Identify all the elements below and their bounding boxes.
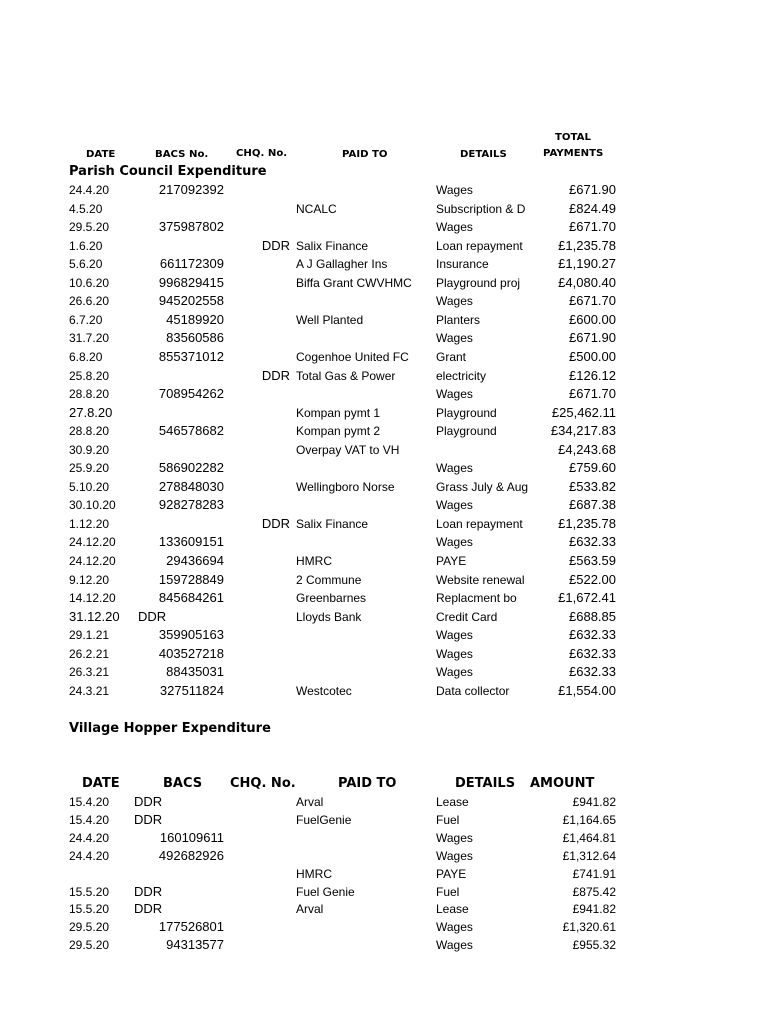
cell-amount: £126.12: [569, 367, 616, 383]
table-row: [0, 255, 770, 273]
cell-date: 5.10.20: [69, 479, 110, 494]
cell-paid-to: Overpay VAT to VH: [296, 442, 400, 457]
cell-amount: £1,164.65: [562, 812, 616, 827]
cell-amount: £632.33: [569, 627, 616, 643]
cell-bacs: 928278283: [158, 497, 224, 513]
cell-date: 24.12.20: [69, 554, 116, 568]
cell-bacs: DDR: [134, 794, 163, 809]
cell-details: Planters: [436, 312, 481, 327]
cell-amount: £563.59: [569, 553, 616, 568]
cell-paid-to: Lloyds Bank: [296, 609, 362, 624]
cell-amount: £600.00: [569, 311, 616, 327]
cell-paid-to: Kompan pymt 2: [296, 424, 381, 439]
cell-details: Subscription & D: [436, 201, 526, 216]
cell-paid-to: Kompan pymt 1: [296, 405, 381, 420]
cell-details: Wages: [436, 331, 473, 346]
cell-bacs: DDR: [134, 811, 163, 827]
cell-date: 29.1.21: [69, 628, 110, 643]
cell-date: 28.8.20: [69, 424, 110, 439]
table-row: [0, 200, 770, 218]
cell-paid-to: Fuel Genie: [296, 884, 355, 899]
table-row: [0, 348, 770, 366]
cell-details: electricity: [436, 368, 487, 383]
cell-paid-to: Biffa Grant CWVHMC: [296, 275, 412, 290]
cell-bacs: DDR: [138, 608, 167, 624]
cell-amount: £632.33: [569, 664, 616, 680]
table-row: [0, 589, 770, 607]
table-row: [0, 311, 770, 329]
table-row: [0, 274, 770, 292]
cell-bacs: 996829415: [158, 274, 224, 290]
table-row: [0, 441, 770, 459]
vh-header-paid-to: PAID TO: [338, 776, 397, 791]
table-row: [0, 663, 770, 681]
table-row: [0, 181, 770, 199]
cell-paid-to: Well Planted: [296, 312, 364, 327]
cell-date: 26.6.20: [69, 294, 110, 309]
table-row: [0, 478, 770, 496]
cell-date: 10.6.20: [69, 275, 110, 290]
cell-amount: £824.49: [569, 200, 616, 216]
cell-date: 9.12.20: [69, 572, 110, 587]
table-row: [0, 515, 770, 533]
pc-header-date: DATE: [86, 148, 116, 160]
cell-amount: £941.82: [572, 902, 616, 917]
cell-paid-to: FuelGenie: [296, 812, 352, 827]
cell-details: Playground proj: [436, 275, 521, 290]
table-row: [0, 292, 770, 310]
vh-header-bacs: BACS: [163, 776, 203, 791]
cell-amount: £671.90: [569, 330, 616, 346]
cell-amount: £1,235.78: [558, 515, 616, 531]
table-row: [0, 552, 770, 570]
cell-date: 26.2.21: [69, 646, 110, 661]
cell-bacs: 375987802: [158, 219, 224, 235]
cell-details: Wages: [436, 294, 473, 309]
cell-date: 6.8.20: [69, 349, 103, 364]
cell-date: 5.6.20: [69, 257, 103, 272]
cell-amount: £25,462.11: [551, 404, 616, 420]
vh-header-amount: AMOUNT: [530, 776, 595, 791]
cell-paid-to: NCALC: [296, 201, 337, 216]
cell-paid-to: A J Gallagher Ins: [296, 257, 388, 272]
cell-amount: £4,243.68: [558, 441, 616, 457]
table-row: [0, 422, 770, 440]
table-row: [0, 459, 770, 477]
table-row: [0, 218, 770, 236]
cell-date: 15.4.20: [69, 812, 110, 827]
cell-amount: £1,190.27: [558, 256, 616, 272]
cell-amount: £4,080.40: [558, 274, 616, 290]
cell-details: Loan repayment: [436, 238, 523, 253]
pc-header-paid-to: PAID TO: [342, 148, 388, 160]
cell-date: 29.5.20: [69, 220, 110, 235]
cell-paid-to: Arval: [296, 902, 324, 917]
cell-amount: £1,312.64: [562, 848, 616, 863]
cell-amount: £522.00: [569, 571, 616, 587]
cell-date: 26.3.21: [69, 665, 110, 680]
cell-paid-to: Total Gas & Power: [296, 368, 396, 383]
cell-details: Wages: [436, 665, 473, 680]
cell-amount: £741.91: [572, 866, 616, 881]
cell-paid-to: Arval: [296, 795, 324, 809]
cell-amount: £533.82: [569, 478, 616, 494]
cell-details: Data collector: [436, 683, 510, 698]
cell-bacs: 83560586: [166, 330, 224, 346]
cell-paid-to: Westcotec: [296, 683, 352, 698]
cell-bacs: 492682926: [158, 847, 224, 863]
cell-amount: £1,672.41: [558, 590, 616, 606]
table-row: [0, 608, 770, 626]
cell-date: 29.5.20: [69, 938, 110, 953]
cell-details: Fuel: [436, 884, 460, 899]
table-row: [0, 682, 770, 700]
cell-details: Wages: [436, 830, 473, 845]
cell-amount: £671.70: [569, 293, 616, 309]
cell-bacs: 359905163: [158, 627, 224, 643]
pc-header-chq: CHQ. No.: [236, 147, 288, 159]
table-row: [0, 404, 770, 422]
cell-bacs: 217092392: [158, 182, 224, 197]
pc-header-payments: PAYMENTS: [543, 147, 604, 159]
table-row: [0, 385, 770, 403]
cell-amount: £1,554.00: [558, 682, 616, 698]
cell-amount: £632.33: [569, 534, 616, 550]
cell-date: 24.12.20: [69, 535, 116, 550]
cell-bacs: 88435031: [166, 664, 224, 680]
cell-date: 31.7.20: [69, 331, 110, 346]
vh-header-details: DETAILS: [455, 776, 516, 791]
cell-details: Wages: [436, 461, 473, 476]
cell-date: 25.8.20: [69, 368, 110, 383]
cell-date: 27.8.20: [69, 404, 113, 420]
table-row: [0, 865, 770, 883]
cell-paid-to: HMRC: [296, 554, 332, 568]
cell-amount: £1,320.61: [562, 920, 616, 935]
cell-bacs: 661172309: [159, 256, 224, 272]
table-row: [0, 936, 770, 954]
cell-details: Grass July & Aug: [436, 479, 528, 494]
cell-date: 14.12.20: [69, 591, 116, 606]
vh-section-title: Village Hopper Expenditure: [69, 721, 271, 736]
pc-header-details: DETAILS: [460, 148, 507, 160]
cell-date: 28.8.20: [69, 387, 110, 402]
cell-bacs: 403527218: [158, 645, 224, 661]
table-row: [0, 645, 770, 663]
table-row: [0, 793, 770, 811]
table-row: [0, 847, 770, 865]
pc-header-total: TOTAL: [555, 131, 591, 143]
cell-amount: £671.90: [569, 182, 616, 197]
table-row: [0, 811, 770, 829]
cell-bacs: DDR: [134, 901, 163, 917]
table-row: [0, 900, 770, 918]
cell-details: Lease: [436, 795, 469, 809]
cell-paid-to: Salix Finance: [296, 516, 369, 531]
cell-bacs: 133609151: [158, 534, 224, 550]
cell-amount: £941.82: [572, 795, 616, 809]
cell-details: Wages: [436, 628, 473, 643]
cell-date: 6.7.20: [69, 312, 103, 327]
cell-date: 4.5.20: [69, 201, 103, 216]
cell-bacs: 45189920: [166, 311, 224, 327]
cell-bacs: 327511824: [159, 682, 224, 698]
cell-date: 30.9.20: [69, 442, 110, 457]
cell-details: Wages: [436, 848, 473, 863]
pc-header-bacs: BACS No.: [155, 148, 209, 160]
cell-amount: £875.42: [572, 884, 616, 899]
cell-amount: £632.33: [569, 645, 616, 661]
pc-section-title: Parish Council Expenditure: [69, 164, 267, 179]
cell-details: Grant: [436, 349, 467, 364]
cell-bacs: 945202558: [158, 293, 224, 309]
cell-amount: £34,217.83: [550, 423, 616, 439]
cell-details: Wages: [436, 646, 473, 661]
cell-details: Playground: [436, 405, 497, 420]
cell-date: 15.5.20: [69, 884, 110, 899]
cell-bacs: 29436694: [166, 553, 224, 568]
table-row: [0, 829, 770, 847]
cell-paid-to: Greenbarnes: [296, 591, 367, 606]
cell-paid-to: Cogenhoe United FC: [296, 349, 409, 364]
cell-date: 30.10.20: [69, 498, 116, 513]
cell-amount: £759.60: [569, 460, 616, 476]
cell-amount: £1,464.81: [562, 830, 616, 845]
table-row: [0, 329, 770, 347]
cell-date: 1.12.20: [69, 516, 110, 531]
cell-details: Wages: [436, 498, 473, 513]
cell-details: Wages: [436, 183, 473, 197]
vh-header-date: DATE: [82, 776, 120, 791]
cell-date: 24.4.20: [69, 830, 110, 845]
cell-date: 24.3.21: [69, 683, 110, 698]
cell-chq: DDR: [261, 367, 290, 383]
cell-details: Loan repayment: [436, 516, 523, 531]
table-row: [0, 237, 770, 255]
table-row: [0, 367, 770, 385]
cell-amount: £500.00: [569, 348, 616, 364]
cell-bacs: 177526801: [158, 919, 224, 935]
cell-details: Wages: [436, 535, 473, 550]
cell-details: Playground: [436, 424, 497, 439]
cell-date: 25.9.20: [69, 461, 110, 476]
cell-date: 15.4.20: [69, 795, 110, 809]
table-row: [0, 571, 770, 589]
cell-paid-to: Salix Finance: [296, 238, 369, 253]
table-row: [0, 626, 770, 644]
cell-bacs: 845684261: [158, 590, 224, 606]
cell-date: 31.12.20: [69, 608, 120, 624]
cell-bacs: 546578682: [158, 423, 224, 439]
cell-date: 29.5.20: [69, 920, 110, 935]
cell-details: PAYE: [436, 866, 467, 881]
cell-details: Replacment bo: [436, 591, 517, 606]
cell-details: Wages: [436, 387, 473, 402]
cell-details: Wages: [436, 938, 473, 953]
table-row: [0, 883, 770, 901]
cell-bacs: 708954262: [158, 386, 224, 402]
table-row: [0, 496, 770, 514]
cell-details: Website renewal: [436, 572, 525, 587]
cell-details: Credit Card: [436, 609, 498, 624]
cell-amount: £671.70: [569, 386, 616, 402]
cell-bacs: 586902282: [158, 460, 224, 476]
cell-bacs: 278848030: [158, 478, 224, 494]
table-row: [0, 918, 770, 936]
cell-paid-to: Wellingboro Norse: [296, 479, 395, 494]
cell-date: 24.4.20: [69, 848, 110, 863]
cell-paid-to: HMRC: [296, 866, 332, 881]
cell-amount: £687.38: [569, 497, 616, 513]
cell-bacs: 855371012: [158, 348, 224, 364]
cell-date: 15.5.20: [69, 902, 110, 917]
cell-bacs: 159728849: [158, 571, 224, 587]
cell-bacs: 94313577: [166, 937, 224, 953]
cell-paid-to: 2 Commune: [296, 572, 362, 587]
cell-details: Insurance: [436, 257, 489, 272]
cell-date: 24.4.20: [69, 183, 110, 197]
cell-details: Wages: [436, 920, 473, 935]
cell-amount: £955.32: [572, 938, 616, 953]
cell-details: Fuel: [436, 812, 460, 827]
cell-amount: £671.70: [569, 219, 616, 235]
cell-amount: £688.85: [569, 608, 616, 624]
cell-details: Wages: [436, 220, 473, 235]
cell-chq: DDR: [261, 237, 290, 253]
table-row: [0, 533, 770, 551]
vh-header-chq: CHQ. No.: [230, 776, 296, 791]
cell-details: Lease: [436, 902, 469, 917]
cell-bacs: 160109611: [159, 829, 224, 845]
cell-amount: £1,235.78: [558, 237, 616, 253]
cell-bacs: DDR: [134, 883, 163, 899]
cell-details: PAYE: [436, 554, 467, 568]
cell-chq: DDR: [261, 515, 290, 531]
cell-date: 1.6.20: [69, 238, 103, 253]
